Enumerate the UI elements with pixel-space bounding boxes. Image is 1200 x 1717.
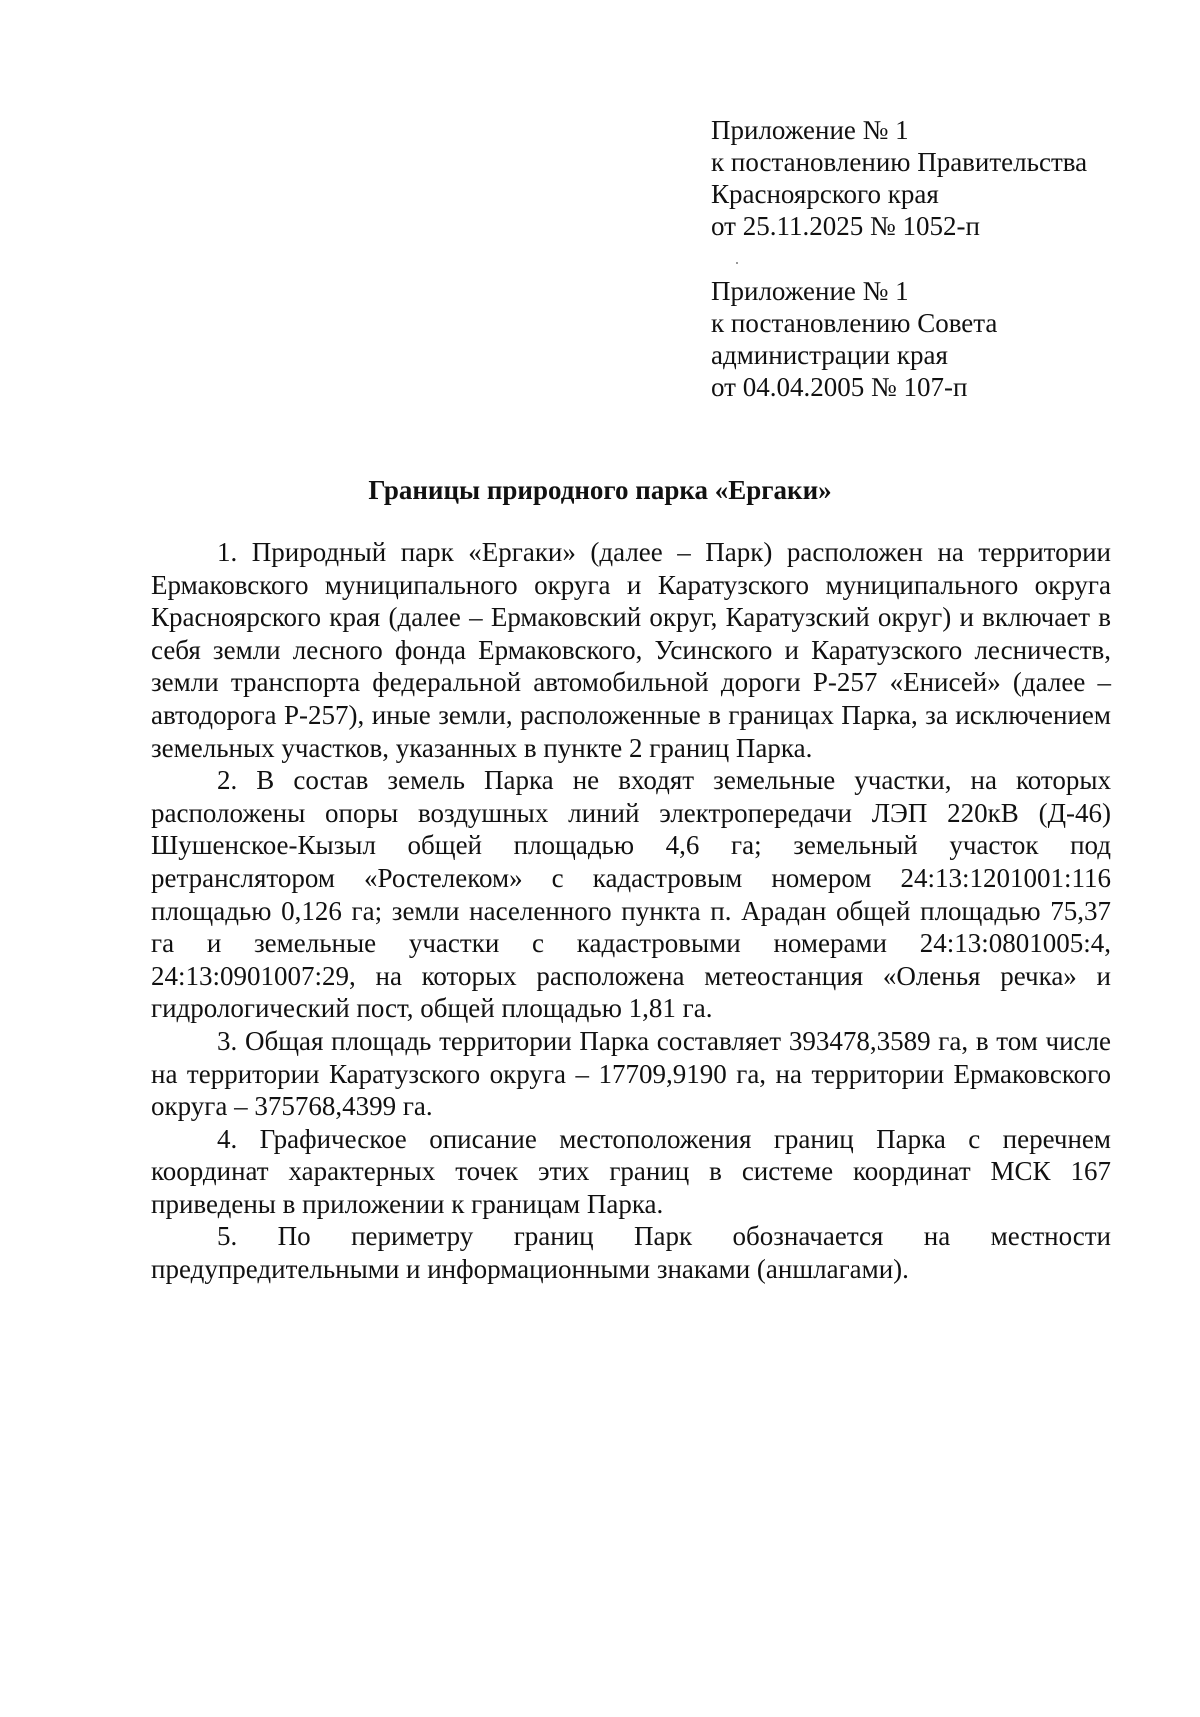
document-title: Границы природного парка «Ергаки» <box>368 475 832 505</box>
scan-speck <box>736 262 738 264</box>
attachment-header-2 <box>711 275 1151 403</box>
attachment-line: Красноярского края <box>711 179 939 209</box>
attachment-line: к постановлению Правительства <box>711 147 1088 177</box>
attachment-line: Приложение № 1 <box>711 276 909 306</box>
paragraph-1: 1. Природный парк «Ергаки» (далее – Парк) расположен на территории Ермаковского муниципального округа и Каратузского муниципального округа Красноярского края (далее – Ермаковский округ, Каратузский округ) и включает в себя земли лесного фонда Ермаковского, Усинского и Каратузского лесничеств, земли транспорта федеральной автомобильной дороги Р-257 «Енисей» (далее – автодорога Р-257), иные земли, расположенные в границах Парка, за исключением земельных участков, указанных в пункте 2 границ Парка. <box>151 537 1111 763</box>
attachment-line: к постановлению Совета <box>711 308 998 338</box>
paragraph-5: 5. По периметру границ Парк обозначается на местности предупредительными и информационными знаками (аншлагами). <box>151 1221 1111 1285</box>
attachment-line: от 04.04.2005 № 107-п <box>711 372 968 402</box>
attachment-line: от 25.11.2025 № 1052-п <box>711 211 980 241</box>
attachment-line: администрации края <box>711 340 948 370</box>
attachment-line: Приложение № 1 <box>711 115 909 145</box>
document-body <box>151 536 1111 1286</box>
paragraph-2: 2. В состав земель Парка не входят земельные участки, на которых расположены опоры воздушных линий электропередачи ЛЭП 220кВ (Д-46) Шушенское-Кызыл общей площадью 4,6 га; земельный участок под ретранслятором «Ростелеком» с кадастровым номером 24:13:1201001:116 площадью 0,126 га; земли населенного пункта п. Арадан общей площадью 75,37 га и земельные участки с кадастровыми номерами 24:13:0801005:4, 24:13:0901007:29, на которых расположена метеостанция «Оленья речка» и гидрологический пост, общей площадью 1,81 га. <box>151 765 1111 1024</box>
paragraph-4: 4. Графическое описание местоположения границ Парка с перечнем координат характерных точек этих границ в системе координат МСК 167 приведены в приложении к границам Парка. <box>151 1123 1111 1219</box>
attachment-header-1 <box>711 114 1151 242</box>
paragraph-3: 3. Общая площадь территории Парка составляет 393478,3589 га, в том числе на территории Каратузского округа – 17709,9190 га, на территории Ермаковского округа – 375768,4399 га. <box>151 1025 1111 1122</box>
